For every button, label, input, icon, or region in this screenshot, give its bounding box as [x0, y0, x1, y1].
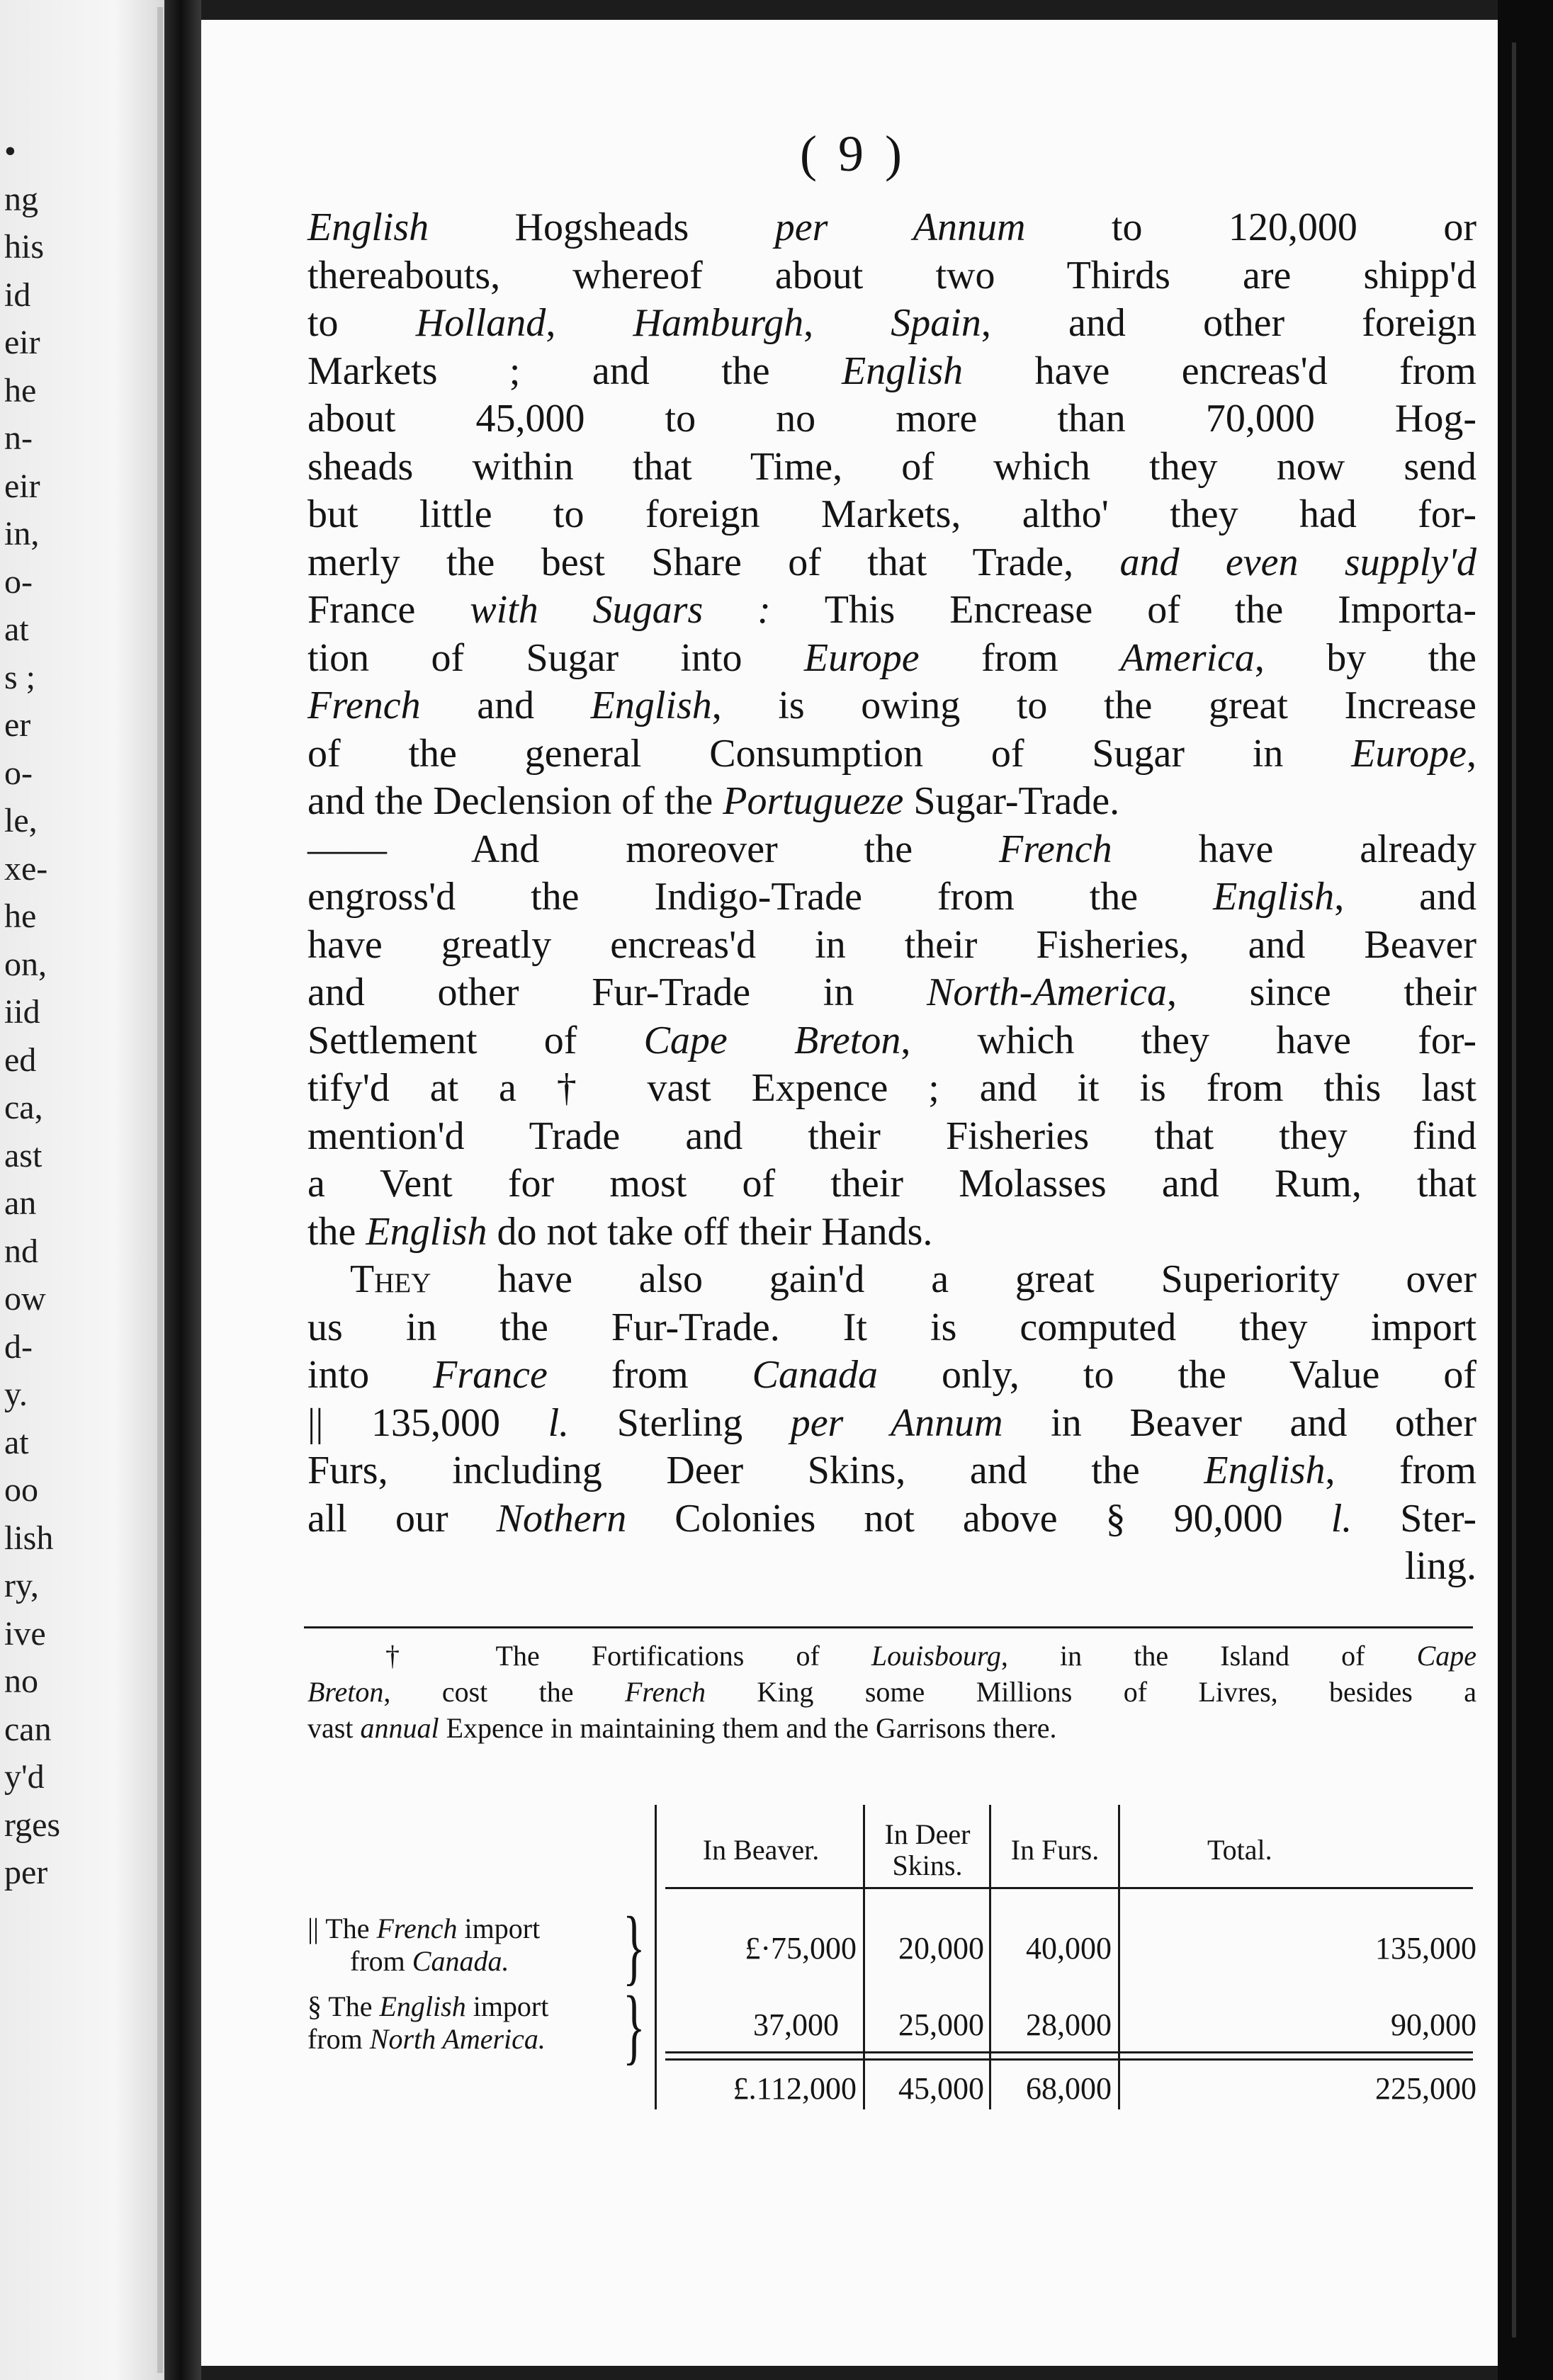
header-in-furs: In Furs.	[1010, 1834, 1100, 1866]
text-segment: French	[624, 1676, 706, 1708]
left-margin-fragment: o-	[4, 562, 33, 601]
text-segment: Portugueze	[723, 779, 904, 823]
text-segment: French	[307, 684, 421, 727]
left-margin-fragment: xe-	[4, 849, 48, 888]
left-margin-fragment: per	[4, 1854, 48, 1891]
left-margin-fragment: lish	[4, 1519, 54, 1557]
text-segment: all our	[307, 1496, 497, 1541]
text-segment: English	[590, 684, 712, 727]
page-number: ( 9 )	[800, 125, 906, 182]
text-segment: Louisbourg	[871, 1640, 1001, 1672]
cell-english-furs: 28,000	[1026, 2007, 1112, 2042]
left-margin-fragment: o-	[4, 754, 33, 792]
text-segment: and the Declension of the	[307, 779, 723, 823]
text-segment: Expence in maintaining them and the Garrisons there.	[439, 1712, 1057, 1744]
left-margin-fragment: he	[4, 897, 37, 935]
text-segment: || 135,000	[307, 1400, 548, 1445]
text-segment: tion of Sugar into	[307, 635, 804, 680]
left-margin-fragment: in,	[4, 515, 40, 552]
text-segment: Canada	[752, 1353, 879, 1397]
body-line	[307, 586, 1476, 635]
left-margin-fragment: ow	[4, 1280, 46, 1318]
text-segment: from	[547, 1353, 752, 1397]
left-margin-fragment: s ;	[4, 658, 36, 696]
header-total: Total.	[1207, 1834, 1272, 1866]
text-segment: France	[307, 588, 470, 632]
left-margin-fragment: rges	[4, 1806, 61, 1844]
footnote-line	[307, 1638, 1476, 1674]
text-segment: to 120,000 or	[1025, 205, 1476, 249]
text-segment: English	[842, 348, 964, 393]
text-segment: have encreas'd from	[963, 348, 1476, 393]
text-segment: us in the Fur-Trade. It is computed they import	[307, 1305, 1476, 1349]
left-margin-fragment: ed	[4, 1041, 37, 1079]
cell-french-beaver: £·75,000	[745, 1931, 857, 1966]
cell-total-beaver: £.112,000	[733, 2071, 857, 2106]
body-line	[307, 1208, 1476, 1257]
text-segment: with Sugars :	[470, 588, 771, 632]
text-segment: English	[307, 205, 429, 249]
left-margin-fragment: ng	[4, 180, 38, 218]
brace-french: }	[623, 1899, 645, 1993]
left-margin-fragment: d-	[4, 1327, 33, 1366]
text-segment: about 45,000 to no more than 70,000 Hog-	[307, 397, 1476, 441]
text-segment: thereabouts, whereof about two Thirds are shipp'd	[307, 253, 1476, 298]
body-line	[307, 1113, 1476, 1161]
left-margin-fragment: eir	[4, 467, 40, 505]
table-total-rule-1	[665, 2051, 1473, 2053]
main-page	[201, 20, 1498, 2366]
text-segment: , since their	[1167, 970, 1476, 1014]
left-margin-fragment: an	[4, 1184, 37, 1222]
brace-english: }	[623, 1978, 645, 2073]
text-segment: English	[379, 1990, 466, 2022]
text-segment: Furs, including Deer Skins, and the	[307, 1449, 1204, 1492]
left-margin-fragment: n-	[4, 419, 33, 457]
body-line	[307, 1495, 1476, 1543]
header-in-deer-skins: In Deer Skins.	[884, 1818, 971, 1881]
body-line	[307, 873, 1476, 922]
text-segment: into	[307, 1353, 434, 1397]
body-line	[307, 204, 1476, 252]
body-line	[307, 1400, 1476, 1448]
text-segment: Cape	[1416, 1640, 1476, 1672]
text-segment: to	[307, 301, 416, 345]
text-segment: Canada.	[412, 1945, 509, 1977]
table-rule-vertical-2	[863, 1805, 865, 2109]
body-line	[307, 1065, 1476, 1113]
text-segment: have also gain'd a great Superiority over	[431, 1257, 1476, 1301]
text-segment: North America.	[369, 2023, 546, 2055]
left-margin-fragment: his	[4, 228, 45, 266]
text-segment: do not take off their Hands.	[487, 1209, 933, 1254]
row-label-english-line1	[307, 1990, 548, 2023]
text-segment: , from	[1325, 1449, 1477, 1492]
text-segment: English	[366, 1209, 487, 1254]
cell-english-beaver: 37,000	[753, 2007, 839, 2042]
body-line	[307, 730, 1476, 778]
body-line	[307, 1543, 1476, 1591]
text-segment: Sugar-Trade.	[903, 779, 1120, 823]
left-facing-page	[0, 0, 164, 2380]
text-segment: ,	[1467, 731, 1476, 776]
text-segment: and	[420, 684, 591, 727]
body-line	[307, 778, 1476, 826]
text-segment: ,	[546, 301, 633, 345]
body-line	[307, 922, 1476, 970]
footnote-rule	[304, 1626, 1473, 1628]
cell-total-total: 225,000	[1375, 2071, 1476, 2106]
text-segment: King some Millions of Livres, besides a	[706, 1676, 1476, 1708]
body-line	[307, 252, 1476, 300]
text-segment: , is owing to the great Increase	[711, 684, 1476, 727]
left-margin-fragment: eir	[4, 324, 40, 361]
left-margin-fragment: he	[4, 371, 37, 409]
body-line	[307, 969, 1476, 1017]
left-margin-fragment: oo	[4, 1471, 38, 1509]
table-rule-vertical-3	[989, 1805, 991, 2109]
left-margin-fragment: le,	[4, 802, 38, 839]
text-segment: This Encrease of the Importa-	[770, 588, 1477, 632]
cell-french-furs: 40,000	[1026, 1931, 1112, 1966]
text-segment: but little to foreign Markets, altho' they had for-	[307, 492, 1476, 536]
body-line	[307, 539, 1476, 587]
left-margin-fragment: can	[4, 1710, 52, 1748]
body-line	[307, 491, 1476, 539]
text-segment: Nothern	[496, 1496, 627, 1541]
text-segment: Ster-	[1352, 1496, 1477, 1541]
left-margin-fragment: iid	[4, 993, 40, 1031]
table-rule-vertical-1	[655, 1805, 657, 2109]
body-line	[307, 300, 1476, 348]
row-label-french-line2	[350, 1945, 509, 1978]
body-line	[307, 635, 1476, 683]
left-margin-fragment: ca,	[4, 1089, 43, 1126]
left-margin-fragment: no	[4, 1662, 38, 1700]
text-segment: French	[999, 827, 1112, 871]
footnote	[307, 1638, 1476, 1746]
cell-total-furs: 68,000	[1026, 2071, 1112, 2106]
text-segment: Hamburgh	[633, 301, 804, 345]
text-segment: , which they have for-	[900, 1018, 1476, 1062]
right-book-edge	[1498, 0, 1553, 2380]
text-segment: per Annum	[774, 205, 1026, 249]
text-segment: have greatly encreas'd in their Fisheries, and Beaver	[307, 922, 1476, 967]
text-segment: import	[465, 1990, 549, 2022]
cell-english-total: 90,000	[1391, 2007, 1476, 2042]
row-label-french-line1	[307, 1912, 540, 1945]
text-segment: the	[307, 1209, 366, 1254]
body-line	[307, 1017, 1476, 1065]
text-segment: sheads within that Time, of which they now send	[307, 444, 1476, 489]
left-margin-fragment: ry,	[4, 1567, 39, 1604]
header-in-beaver: In Beaver.	[702, 1834, 820, 1866]
text-segment: America	[1120, 635, 1255, 680]
text-segment: from	[350, 1945, 412, 1977]
text-segment: and other Fur-Trade in	[307, 970, 927, 1014]
text-segment: , and	[1334, 875, 1476, 919]
text-segment: ling.	[1404, 1544, 1476, 1588]
text-segment: † The Fortifications of	[385, 1640, 871, 1672]
body-line	[307, 1304, 1476, 1352]
text-segment: Spain	[891, 301, 981, 345]
text-segment: per Annum	[790, 1400, 1003, 1445]
cell-total-deer-skins: 45,000	[898, 2071, 984, 2106]
text-segment: from	[919, 635, 1121, 680]
left-margin-fragment: at	[4, 611, 29, 648]
cell-french-total: 135,000	[1375, 1931, 1476, 1966]
body-line	[307, 826, 1476, 874]
text-segment: have already	[1112, 827, 1476, 871]
footnote-line	[307, 1674, 1476, 1710]
text-segment: English	[1204, 1449, 1326, 1492]
right-book-edge-line	[1512, 42, 1516, 2338]
text-segment: Cape Breton	[643, 1018, 901, 1062]
left-margin-fragment: •	[4, 132, 16, 170]
footnote-line	[307, 1710, 1476, 1746]
text-segment: —— And moreover the	[307, 827, 1000, 871]
book-spine	[164, 0, 201, 2380]
text-segment: || The	[307, 1912, 377, 1944]
body-line	[307, 1256, 1476, 1304]
text-segment: Colonies not above § 90,000	[626, 1496, 1331, 1541]
text-segment: Holland	[415, 301, 546, 345]
body-line	[307, 395, 1476, 443]
cell-french-deer-skins: 20,000	[898, 1931, 984, 1966]
text-segment: They	[350, 1257, 431, 1301]
left-margin-fragment: id	[4, 276, 31, 314]
left-margin-fragment: nd	[4, 1232, 38, 1270]
left-margin-fragment: on,	[4, 945, 47, 983]
text-segment: France	[433, 1353, 548, 1397]
text-segment: import	[457, 1912, 541, 1944]
text-segment: from	[307, 2023, 370, 2055]
text-segment: Hogsheads	[429, 205, 775, 249]
text-segment: Markets ; and the	[307, 348, 842, 393]
table-total-rule-2	[665, 2058, 1473, 2061]
body-line	[307, 348, 1476, 396]
text-segment: ,	[803, 301, 891, 345]
text-segment: Settlement of	[307, 1018, 644, 1062]
body-line	[307, 1352, 1476, 1400]
text-segment: in Beaver and other	[1003, 1400, 1476, 1445]
left-page-edge	[157, 7, 163, 2373]
text-segment: , in the Island of	[1000, 1640, 1417, 1672]
left-margin-fragment: er	[4, 706, 31, 744]
text-segment: only, to the Value of	[878, 1353, 1476, 1397]
text-segment: engross'd the Indigo-Trade from the	[307, 875, 1214, 919]
body-line	[307, 1447, 1476, 1495]
text-segment: French	[376, 1912, 458, 1944]
text-segment: Breton	[307, 1676, 384, 1708]
text-segment: vast	[307, 1712, 361, 1744]
text-segment: a Vent for most of their Molasses and Rum, that	[307, 1162, 1476, 1206]
left-margin-fragment: ast	[4, 1136, 43, 1174]
body-line	[307, 682, 1476, 730]
text-segment: Sterling	[569, 1400, 791, 1445]
text-segment: annual	[360, 1712, 439, 1744]
cell-english-deer-skins: 25,000	[898, 2007, 984, 2042]
text-segment: l.	[1331, 1496, 1352, 1541]
text-segment: , and other foreign	[981, 301, 1477, 345]
text-segment: merly the best Share of that Trade,	[307, 540, 1120, 584]
text-segment: § The	[307, 1990, 380, 2022]
body-line	[307, 1160, 1476, 1208]
text-segment: , by the	[1254, 635, 1476, 680]
left-margin-fragment: ive	[4, 1614, 46, 1653]
text-segment: tify'd at a † vast Expence ; and it is from this last	[307, 1066, 1476, 1110]
left-margin-fragment: y'd	[4, 1758, 45, 1796]
text-segment: mention'd Trade and their Fisheries that they find	[307, 1114, 1476, 1158]
table-rule-vertical-4	[1118, 1805, 1120, 2109]
row-label-english-line2	[307, 2023, 546, 2056]
text-segment: Europe	[1351, 731, 1467, 776]
text-segment: , cost the	[383, 1676, 625, 1708]
left-margin-fragment: y.	[4, 1376, 28, 1413]
text-segment: English	[1213, 875, 1335, 919]
text-segment: of the general Consumption of Sugar in	[307, 731, 1352, 776]
text-segment: Europe	[803, 635, 920, 680]
text-segment: and even supply'd	[1119, 540, 1477, 584]
body-line	[307, 443, 1476, 492]
left-margin-fragment: at	[4, 1423, 29, 1461]
text-segment: North-America	[926, 970, 1168, 1014]
body-text	[307, 204, 1476, 1591]
table-header-rule	[665, 1887, 1473, 1889]
text-segment: l.	[548, 1400, 570, 1445]
